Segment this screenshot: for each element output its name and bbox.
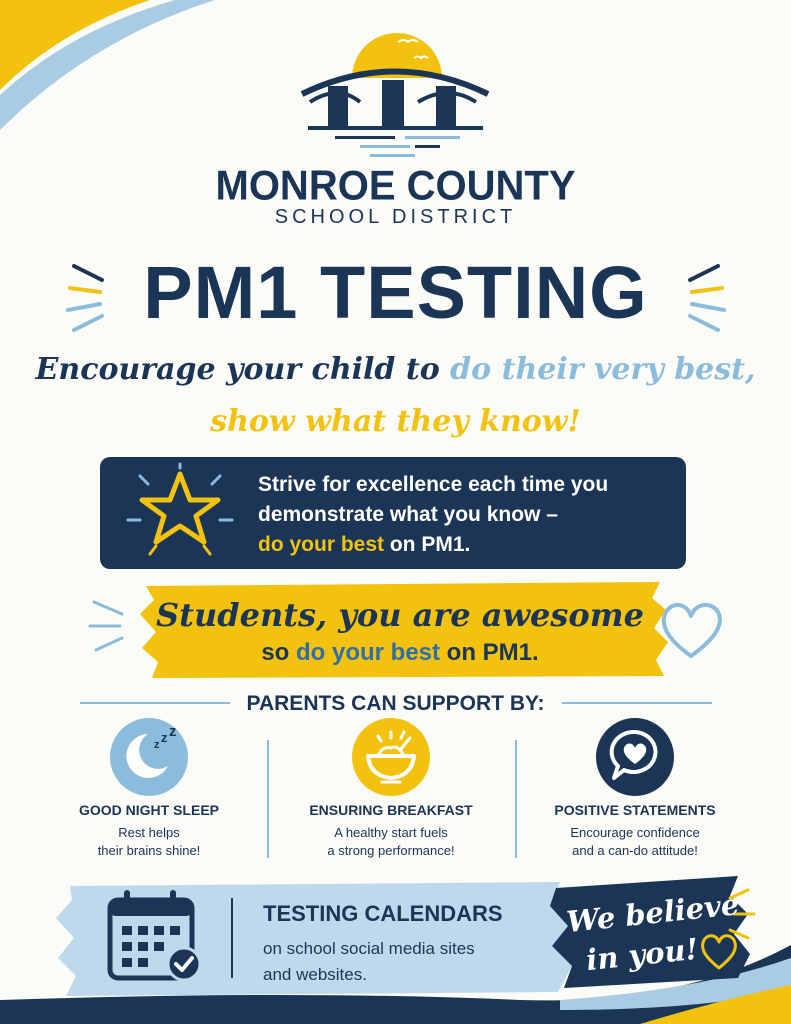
calendar-description (263, 936, 523, 988)
desc-line-2: and a can-do attitude! (572, 843, 698, 858)
believe-line-1: We believe (564, 887, 741, 940)
tagline-line-2: show what they know! (210, 404, 581, 439)
heart-outline-icon (656, 594, 726, 664)
calendar-desc-line-1: on school social media sites (263, 939, 475, 958)
calendar-title: TESTING CALENDARS (263, 901, 503, 926)
tagline-line-1 (0, 352, 791, 387)
district-name: MONROE COUNTY (215, 162, 576, 210)
tagline-text: Encourage your child to (35, 352, 451, 387)
star-icon (120, 462, 240, 562)
support-item-title: POSITIVE STATEMENTS (554, 802, 716, 818)
breakfast-bowl-icon (352, 718, 430, 796)
banner-pre: so (261, 639, 296, 666)
banner-highlight: do your best (296, 639, 441, 666)
support-item-title: GOOD NIGHT SLEEP (78, 802, 219, 818)
desc-line-1: A healthy start fuels (334, 825, 448, 840)
district-subtitle: SCHOOL DISTRICT (274, 206, 517, 228)
callout-highlight: do your best (258, 533, 385, 556)
desc-line-1: Encourage confidence (570, 825, 700, 840)
callout-text (258, 470, 678, 560)
svg-text:z: z (154, 739, 160, 751)
callout-line-2: demonstrate what you know – (258, 503, 558, 526)
heart-speech-icon (596, 718, 674, 796)
moon-sleep-icon (110, 718, 188, 796)
district-logo (290, 24, 500, 164)
calendar-check-icon (104, 888, 204, 988)
callout-line-3 (258, 530, 678, 560)
banner-post: on PM1. (440, 639, 539, 666)
desc-line-2: their brains shine! (97, 843, 201, 858)
main-title: PM1 TESTING (143, 251, 648, 334)
support-item-desc (510, 824, 760, 860)
callout-line-3-rest: on PM1. (384, 533, 471, 556)
svg-text:z: z (169, 723, 177, 740)
tagline-highlight: do their very best, (450, 352, 756, 387)
believe-line-2: in you! (584, 931, 700, 978)
desc-line-2: a strong performance! (327, 843, 455, 858)
support-heading: PARENTS CAN SUPPORT BY: (246, 692, 545, 715)
calendar-divider (231, 898, 233, 978)
calendar-desc-line-2: and websites. (263, 965, 367, 984)
support-item-desc (24, 824, 274, 860)
banner-line-1: Students, you are awesome (156, 596, 644, 634)
svg-text:z: z (161, 730, 168, 745)
support-item-desc (266, 824, 516, 860)
callout-line-1: Strive for excellence each time you (258, 473, 609, 496)
banner-line-2 (140, 639, 660, 667)
support-item-title: ENSURING BREAKFAST (309, 802, 473, 818)
desc-line-1: Rest helps (118, 825, 180, 840)
